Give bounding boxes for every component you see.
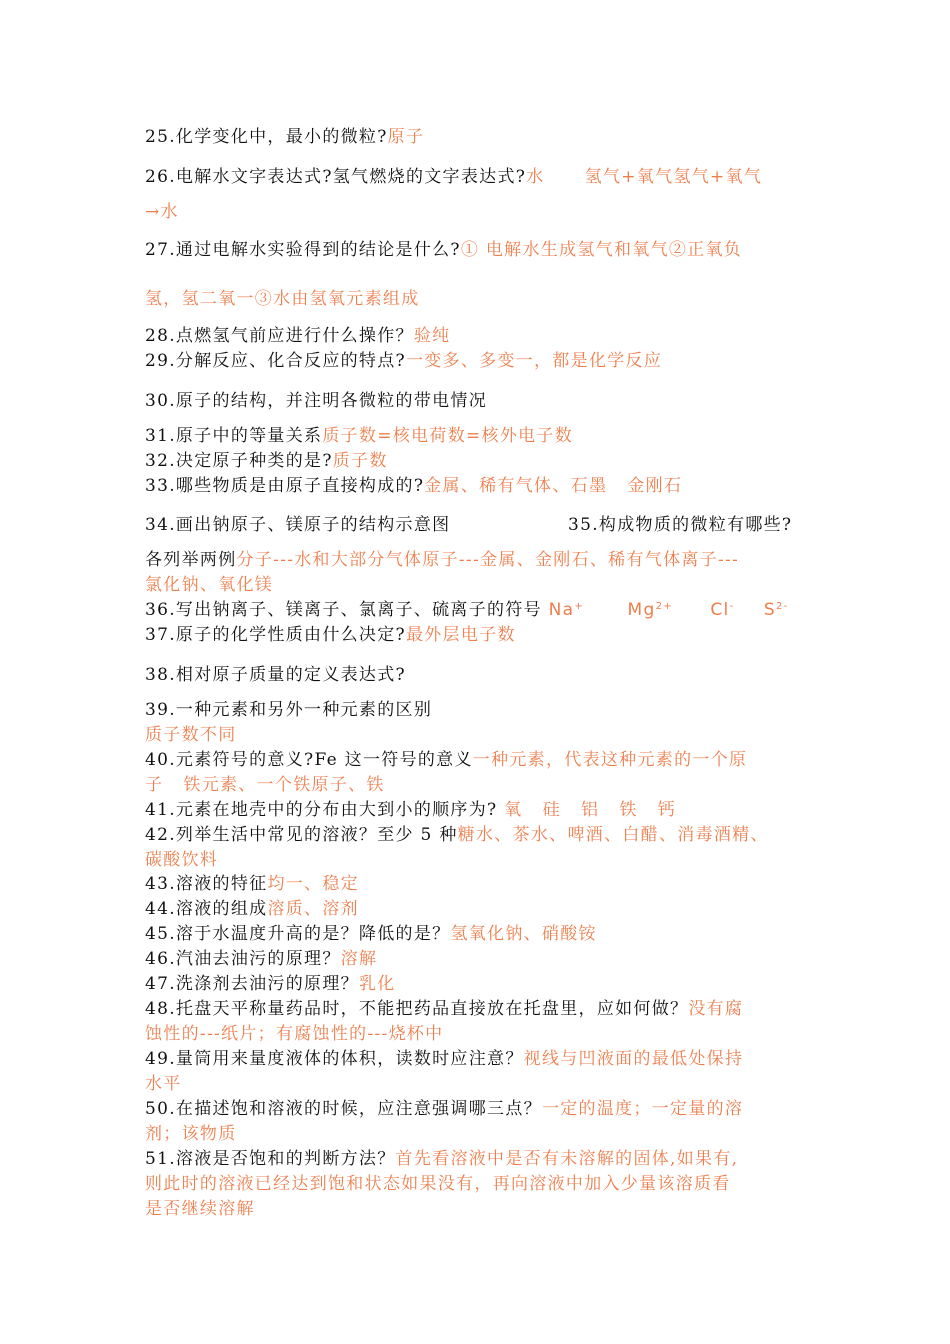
ion-symbol: Na+ <box>548 600 585 620</box>
answer-text: 水平 <box>145 1074 182 1094</box>
answer-text: 质子数=核电荷数=核外电子数 <box>322 426 574 446</box>
line-35 <box>568 514 828 536</box>
answer-text: 一种元素，代表这种元素的一个原 <box>472 750 748 770</box>
line-25 <box>145 126 825 148</box>
ion-symbol: $Mg^{2+}$ <box>627 600 673 620</box>
answer-text: 质子数 <box>332 451 388 471</box>
question-text: 32.决定原子种类的是? <box>145 451 333 471</box>
answer-text: 水 氢气+氧气氢气+氧气 <box>526 167 763 187</box>
answer-text: 氢氧化钠、硝酸铵 <box>450 924 597 944</box>
question-text: 45.溶于水温度升高的是？降低的是？ <box>145 924 451 944</box>
answer-text: 子 铁元素、一个铁原子、铁 <box>145 775 385 795</box>
question-text: 38.相对原子质量的定义表达式? <box>145 665 406 685</box>
answer-text: 氧 硅 铝 铁 钙 <box>497 800 677 820</box>
line-38 <box>145 664 825 686</box>
line-42 <box>145 824 825 846</box>
line-47 <box>145 973 825 995</box>
answer-text: 是否继续溶解 <box>145 1199 255 1219</box>
answer-text: 均一、稳定 <box>267 874 359 894</box>
ion-symbol: Cl- <box>710 600 735 620</box>
line-35-cont2 <box>145 574 825 596</box>
answer-text: →水 <box>145 202 179 222</box>
line-39 <box>145 699 825 721</box>
answer-text: 原子 <box>387 127 425 147</box>
question-text: 29.分解反应、化合反应的特点? <box>145 351 406 371</box>
line-49-cont <box>145 1073 825 1095</box>
question-text: 26.电解水文字表达式?氢气燃烧的文字表达式? <box>145 167 527 187</box>
line-28 <box>145 325 825 347</box>
question-text: 47.洗涤剂去油污的原理？ <box>145 974 359 994</box>
line-42-cont <box>145 849 825 871</box>
answer-text: 分子---水和大部分气体原子---金属、金刚石、稀有气体离子--- <box>236 550 740 570</box>
line-40-cont <box>145 774 825 796</box>
line-36 <box>145 599 825 621</box>
answer-text: 氢，氢二氧一③水由氢氧元素组成 <box>145 289 420 309</box>
answer-text: 溶解 <box>340 949 378 969</box>
line-51-cont2 <box>145 1198 825 1220</box>
line-50 <box>145 1098 825 1120</box>
line-49 <box>145 1048 825 1070</box>
line-32 <box>145 450 825 472</box>
answer-text: 验纯 <box>413 326 451 346</box>
line-27 <box>145 239 825 261</box>
line-41 <box>145 799 825 821</box>
answer-text: 剂；该物质 <box>145 1124 237 1144</box>
line-26 <box>145 166 825 188</box>
line-39-cont <box>145 724 825 746</box>
question-text: 48.托盘天平称量药品时，不能把药品直接放在托盘里，应如何做？ <box>145 999 689 1019</box>
line-43 <box>145 873 825 895</box>
answer-text: 则此时的溶液已经达到饱和状态如果没有，再向溶液中加入少量该溶质看 <box>145 1174 731 1194</box>
question-text: 30.原子的结构，并注明各微粒的带电情况 <box>145 391 488 411</box>
line-51-cont <box>145 1173 825 1195</box>
answer-text: 最外层电子数 <box>405 625 516 645</box>
line-31 <box>145 425 825 447</box>
question-text: 各列举两例 <box>145 550 237 570</box>
answer-text: 乳化 <box>358 974 396 994</box>
question-text: 50.在描述饱和溶液的时候，应注意强调哪三点？ <box>145 1099 542 1119</box>
answer-text: 蚀性的---纸片；有腐蚀性的---烧杯中 <box>145 1024 444 1044</box>
line-45 <box>145 923 825 945</box>
question-text: 39.一种元素和另外一种元素的区别 <box>145 700 433 720</box>
question-text: 33.哪些物质是由原子直接构成的? <box>145 476 425 496</box>
answer-text: 首先看溶液中是否有未溶解的固体,如果有, <box>395 1149 739 1169</box>
answer-text: 一变多、多变一，都是化学反应 <box>405 351 663 371</box>
question-text: 49.量筒用来量度液体的体积，读数时应注意？ <box>145 1049 524 1069</box>
question-text: 25.化学变化中，最小的微粒? <box>145 127 388 147</box>
question-text: 36.写出钠离子、镁离子、氯离子、硫离子的符号 <box>145 600 542 620</box>
question-text: 40.元素符号的意义?Fe 这一符号的意义 <box>145 750 473 770</box>
line-48-cont <box>145 1023 825 1045</box>
question-text: 34.画出钠原子、镁原子的结构示意图 <box>145 515 451 535</box>
question-text: 51.溶液是否饱和的判断方法？ <box>145 1149 396 1169</box>
answer-text: 溶质、溶剂 <box>267 899 359 919</box>
answer-text: 氯化钠、氧化镁 <box>145 575 274 595</box>
question-text: 35.构成物质的微粒有哪些? <box>568 515 793 535</box>
question-text: 37.原子的化学性质由什么决定? <box>145 625 406 645</box>
line-46 <box>145 948 825 970</box>
answer-text: 碳酸饮料 <box>145 850 219 870</box>
ion-symbol: $S^{2-}$ <box>763 600 789 620</box>
line-29 <box>145 350 825 372</box>
line-35-cont <box>145 549 825 571</box>
line-48 <box>145 998 825 1020</box>
line-44 <box>145 898 825 920</box>
line-30 <box>145 390 825 412</box>
line-33 <box>145 475 825 497</box>
question-text: 44.溶液的组成 <box>145 899 268 919</box>
line-40 <box>145 749 825 771</box>
question-text: 41.元素在地壳中的分布由大到小的顺序为? <box>145 800 498 820</box>
question-text: 42.列举生活中常见的溶液？至少 5 种 <box>145 825 458 845</box>
line-27-cont <box>145 288 825 310</box>
answer-text: ① 电解水生成氢气和氧气②正氧负 <box>460 240 743 260</box>
answer-text: 金属、稀有气体、石墨 金刚石 <box>424 476 683 496</box>
answer-text: 糖水、茶水、啤酒、白醋、消毒酒精、 <box>457 825 769 845</box>
question-text: 46.汽油去油污的原理？ <box>145 949 341 969</box>
line-37 <box>145 624 825 646</box>
answer-text: 质子数不同 <box>145 725 237 745</box>
line-51 <box>145 1148 825 1170</box>
question-text: 43.溶液的特征 <box>145 874 268 894</box>
question-text: 28.点燃氢气前应进行什么操作？ <box>145 326 414 346</box>
line-26-cont <box>145 201 825 223</box>
answer-text: 没有腐 <box>688 999 744 1019</box>
answer-text: 视线与凹液面的最低处保持 <box>523 1049 744 1069</box>
answer-text: 一定的温度；一定量的溶 <box>541 1099 744 1119</box>
question-text: 31.原子中的等量关系 <box>145 426 323 446</box>
question-text: 27.通过电解水实验得到的结论是什么? <box>145 240 461 260</box>
line-50-cont <box>145 1123 825 1145</box>
